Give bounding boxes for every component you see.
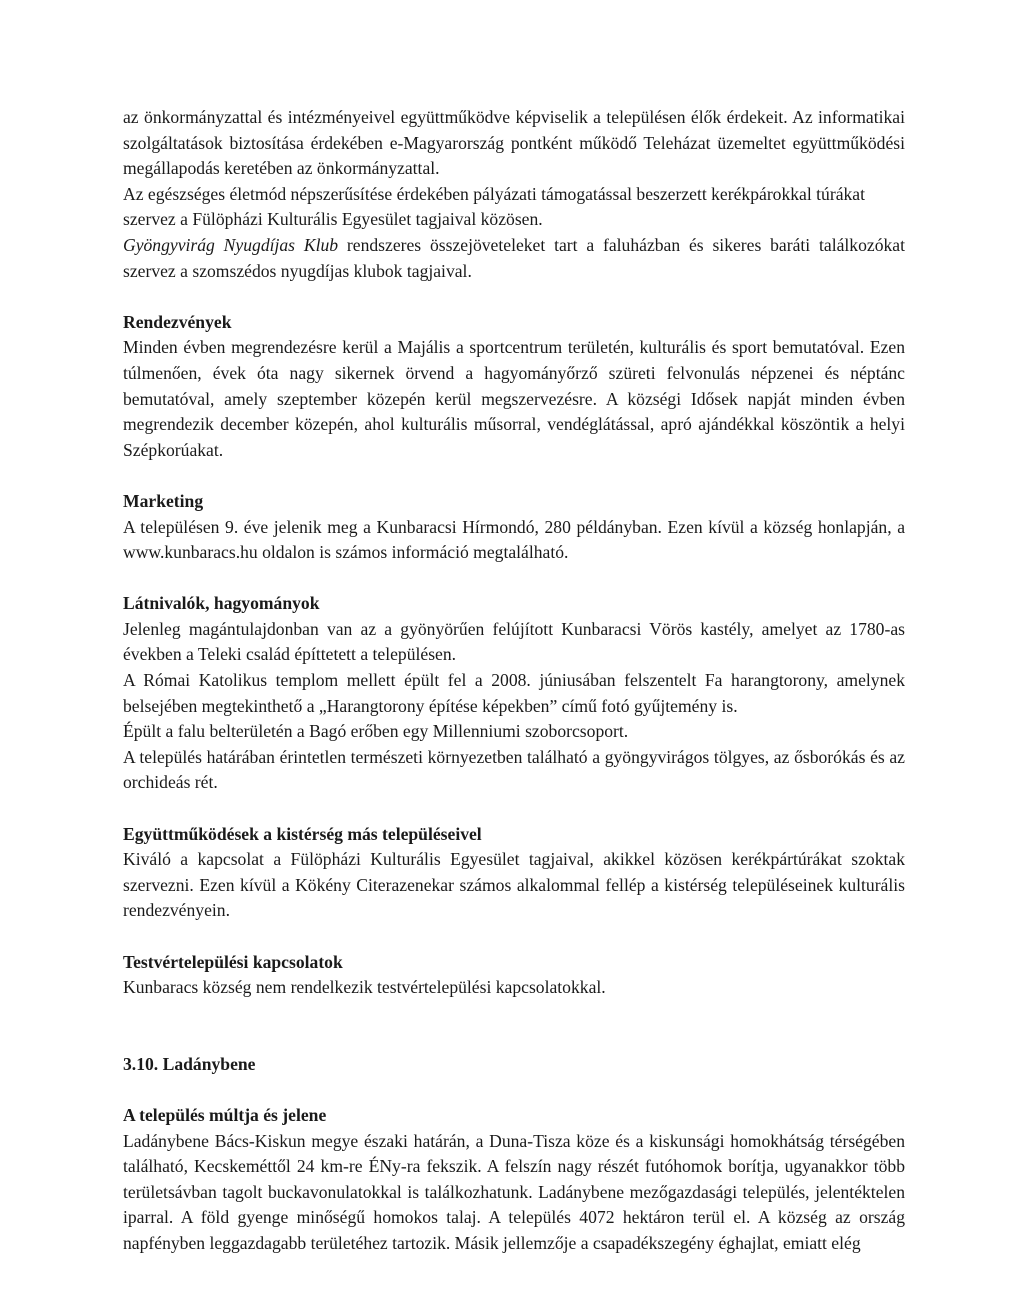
rendezvenyek-paragraph: Minden évben megrendezésre kerül a Majális a sportcentrum területén, kulturális és sport bemutatóval. Ezen túlmenően, évek óta nagy sikernek örvend a hagyományőrző szüreti felvonulás népzenei és néptánc bemutatóval, amely szeptember közepén kerül megszervezésre. A községi Idősek napját minden évben megrendezik december közepén, ahol kulturális műsorral, vendéglátással, apró ajándékkal köszöntik a helyi Szépkorúakat. — [123, 337, 905, 460]
multja-paragraph: Ladánybene Bács-Kiskun megye északi határán, a Duna-Tisza köze és a kiskunsági homokhátság térségében található, Kecskeméttől 24 km-re ÉNy-ra fekszik. A felszín nagy részét futóhomok borítja, ugyanakkor több területsávban tagolt buckavonulatokkal is találkozhatunk. Ladánybene mezőgazdasági település, jelentéktelen iparral. A föld gyenge minőségű homokos talaj. A település 4072 hektáron terül el. A község az ország napfényben leggazdagabb területéhez tartozik. Másik jellemzője a csapadékszegény éghajlat, emiatt elég — [123, 1130, 905, 1253]
latnivalok-paragraph-2: A Római Katolikus templom mellett épült fel a 2008. júniusában felszentelt Fa harangtorony, amelynek belsejében megtekinthető a „Harangtorony építése képekben” című fotó gyűjtemény is. — [123, 670, 905, 716]
document-page — [123, 105, 905, 1257]
intro-paragraph-2: Az egészséges életmód népszerűsítése érdekében pályázati támogatással beszerzett kerékpárokkal túrákat szervez a Fülöpházi Kulturális Egyesület tagjaival közösen. — [123, 183, 866, 230]
chapter-heading: 3.10. Ladánybene — [123, 1053, 256, 1074]
club-name: Gyöngyvirág Nyugdíjas Klub — [123, 234, 339, 255]
marketing-paragraph: A településen 9. éve jelenik meg a Kunbaracsi Hírmondó, 280 példányban. Ezen kívül a község honlapján, a www.kunbaracs.hu oldalon is számos információ megtalálható. — [123, 516, 905, 563]
latnivalok-paragraph-3: Épült a falu belterületén a Bagó erőben egy Millenniumi szoborcsoport. — [123, 721, 629, 742]
intro-paragraph-1: az önkormányzattal és intézményeivel együttműködve képviselik a településen élők érdekeit. Az informatikai szolgáltatások biztosítása érdekében e-Magyarország pontként működő Teleházat üzemeltet együttműködési megállapodás keretében az önkormányzattal. — [123, 107, 905, 179]
egyuttmukodesek-paragraph: Kiváló a kapcsolat a Fülöpházi Kulturális Egyesület tagjaival, akikkel közösen kerékpártúrákat szoktak szervezni. Ezen kívül a Kökény Citerazenekar számos alkalommal fellép a kistérség településeinek kulturális rendezvényein. — [123, 849, 905, 921]
testver-heading: Testvértelepülési kapcsolatok — [123, 951, 343, 972]
marketing-heading: Marketing — [123, 490, 204, 511]
intro-paragraph-3 — [123, 233, 905, 284]
testver-paragraph: Kunbaracs község nem rendelkezik testvértelepülési kapcsolatokkal. — [123, 977, 606, 998]
latnivalok-heading: Látnivalók, hagyományok — [123, 593, 320, 614]
rendezvenyek-heading: Rendezvények — [123, 311, 232, 332]
multja-heading: A település múltja és jelene — [123, 1104, 327, 1125]
intro-paragraph-3-text: rendszeres összejöveteleket tart a faluházban és sikeres baráti találkozókat szervez a szomszédos nyugdíjas klubok tagjaival. — [123, 234, 905, 281]
latnivalok-paragraph-1: Jelenleg magántulajdonban van az a gyönyörűen felújított Kunbaracsi Vörös kastély, amelyet az 1780-as években a Teleki család építtetett a településen. — [123, 618, 905, 665]
latnivalok-paragraph-4: A település határában érintetlen természeti környezetben található a gyöngyvirágos tölgyes, az ősborókás és az orchideás rét. — [123, 746, 905, 793]
egyuttmukodesek-heading: Együttműködések a kistérség más településeivel — [123, 823, 482, 844]
